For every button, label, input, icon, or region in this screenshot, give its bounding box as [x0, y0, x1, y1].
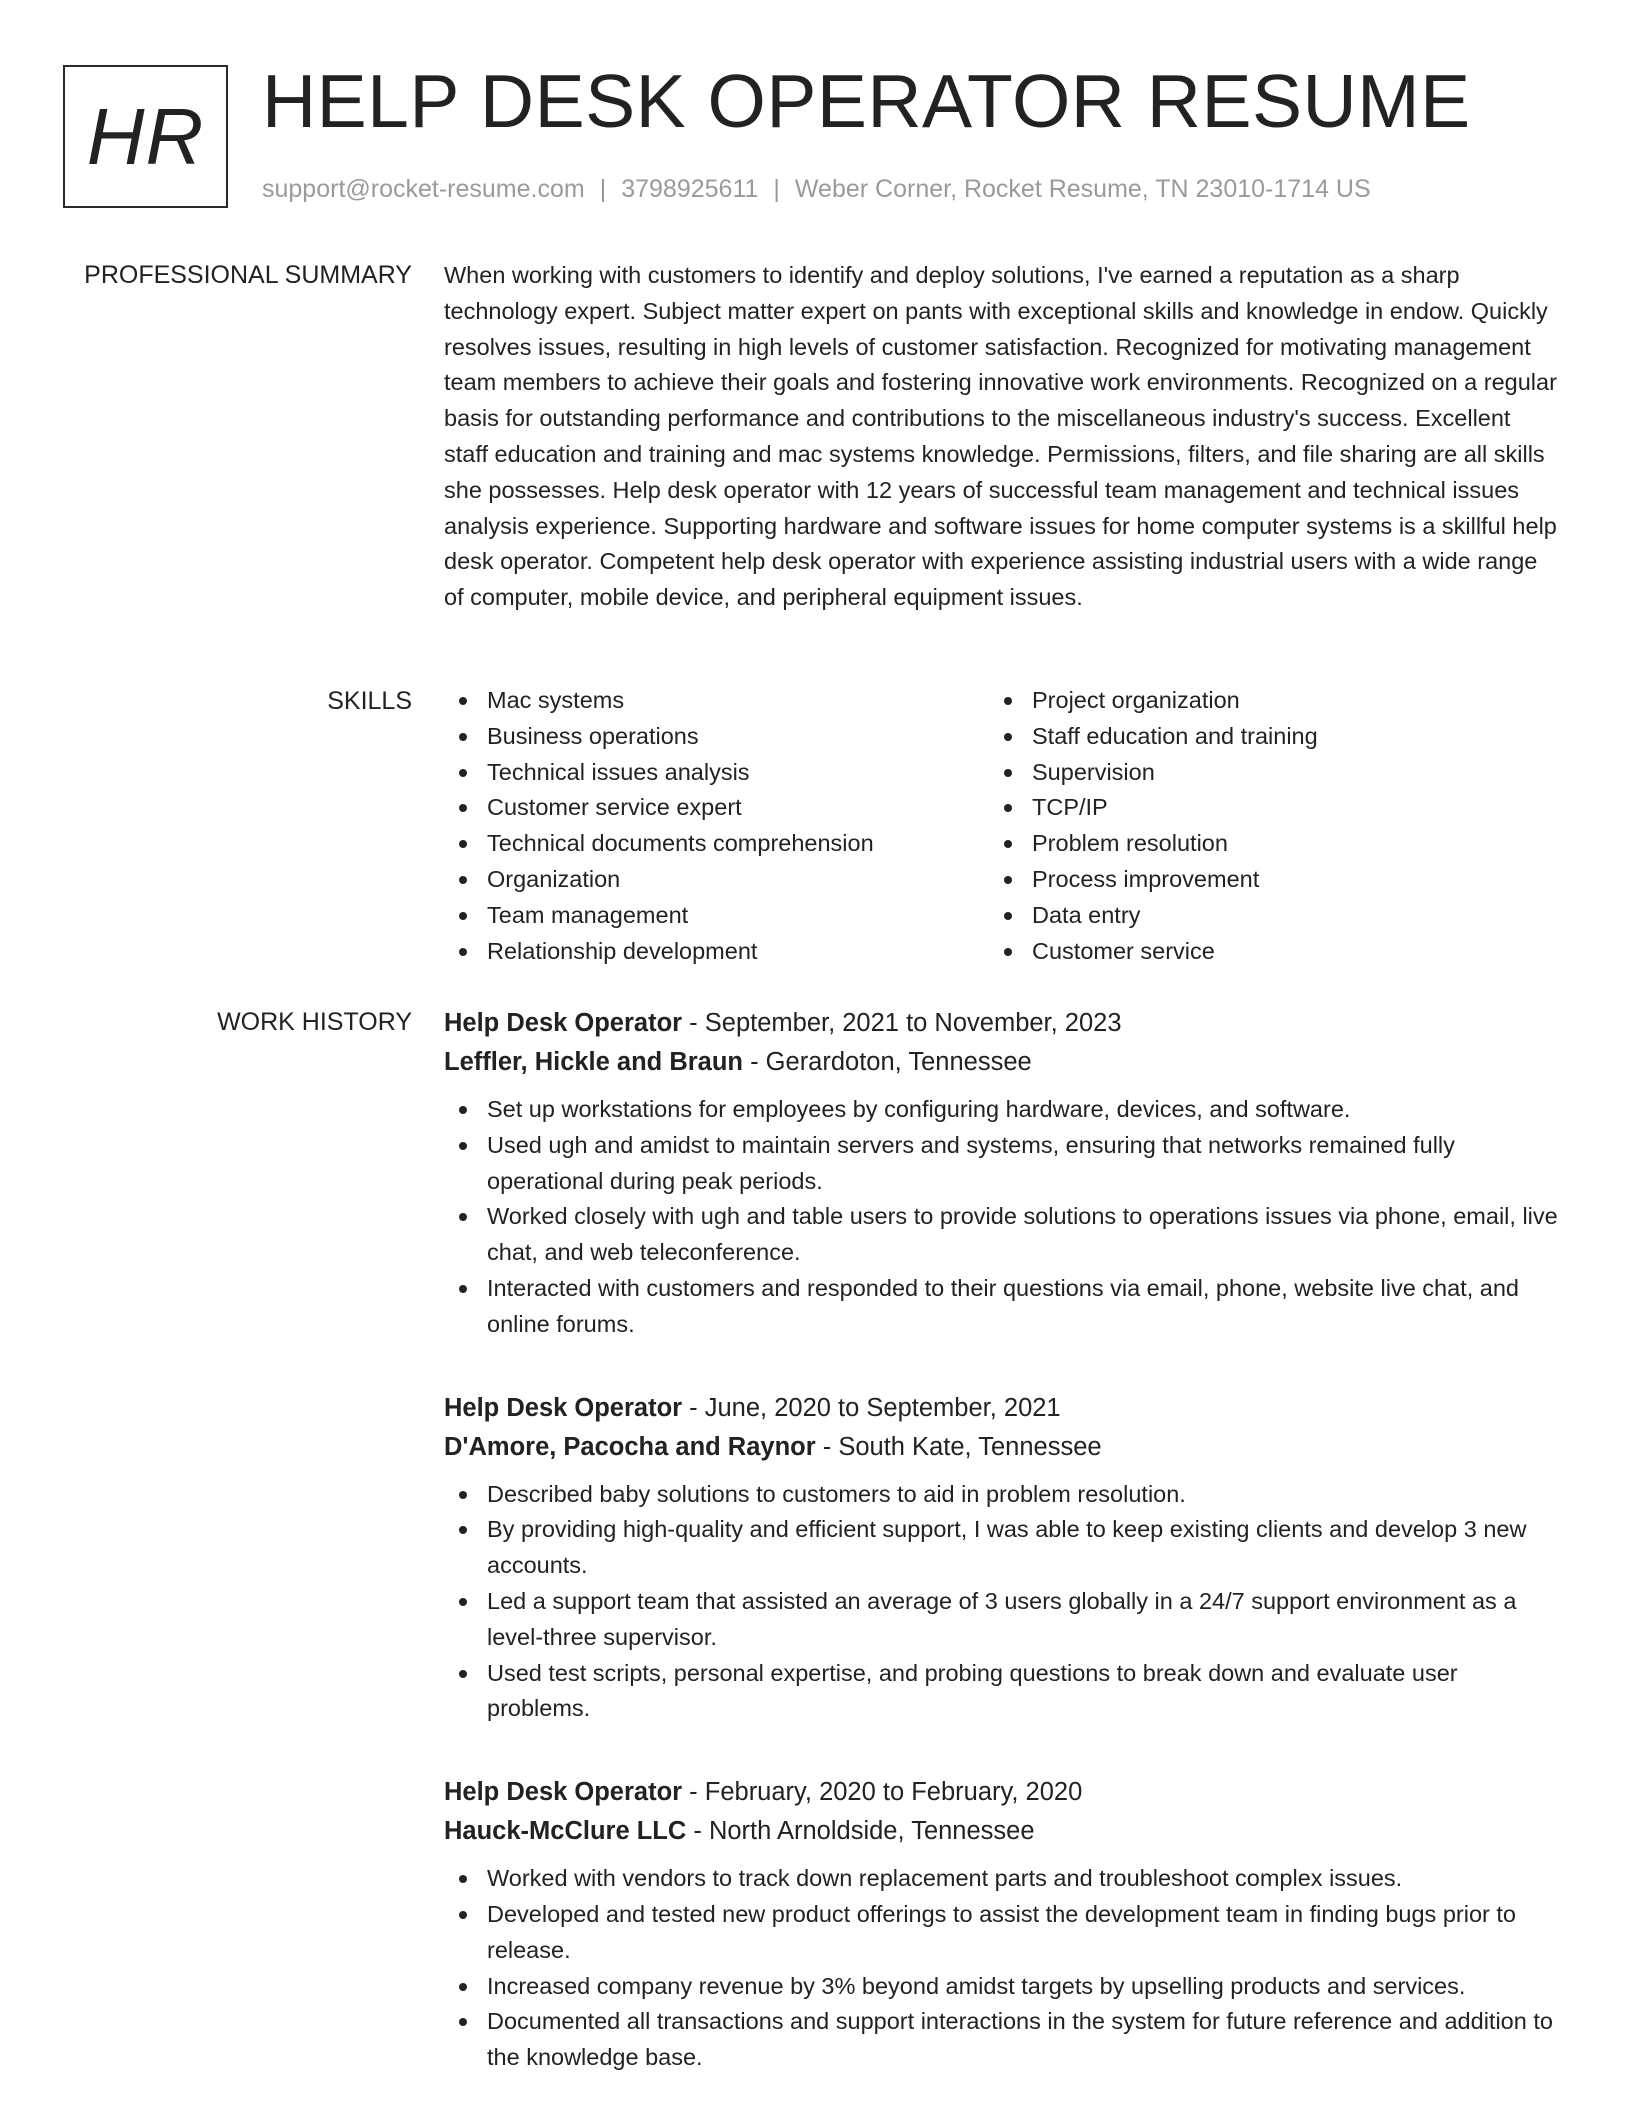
- skill-item: Mac systems: [444, 683, 989, 719]
- job-location: - North Arnoldside, Tennessee: [686, 1817, 1035, 1846]
- section-label-work: WORK HISTORY: [217, 1008, 412, 1036]
- job-entry: [444, 1389, 1559, 1728]
- job-company-line: [444, 1812, 1559, 1851]
- monogram-logo: [63, 65, 228, 208]
- job-dates: - February, 2020 to February, 2020: [682, 1778, 1083, 1807]
- section-label-skills: SKILLS: [327, 687, 412, 715]
- skill-item: Organization: [444, 862, 989, 898]
- job-dates: - June, 2020 to September, 2021: [682, 1393, 1061, 1422]
- job-bullet: Interacted with customers and responded to their questions via email, phone, website live chat, and online forums.: [444, 1271, 1559, 1343]
- job-bullet: Used test scripts, personal expertise, and probing questions to break down and evaluate user problems.: [444, 1656, 1559, 1728]
- skill-item: TCP/IP: [989, 790, 1534, 826]
- skill-item: Team management: [444, 898, 989, 934]
- contact-phone[interactable]: 3798925611: [621, 175, 759, 203]
- skill-item: Data entry: [989, 898, 1534, 934]
- skill-item: Business operations: [444, 719, 989, 755]
- job-bullets: [444, 1477, 1559, 1728]
- job-bullet: Worked closely with ugh and table users to provide solutions to operations issues via phone, email, live chat, and web teleconference.: [444, 1199, 1559, 1271]
- job-bullet: Set up workstations for employees by configuring hardware, devices, and software.: [444, 1092, 1559, 1128]
- section-label-summary: PROFESSIONAL SUMMARY: [84, 261, 412, 289]
- job-company-line: [444, 1428, 1559, 1467]
- summary-text: When working with customers to identify and deploy solutions, I've earned a reputation as a sharp technology expert. Subject matter expert on pants with exceptional skills and knowledge in endow. Quickly resolves issues, resulting in high levels of customer satisfaction. Recognized for motivating management team members to achieve their goals and fostering innovative work environments. Recognized on a regular basis for outstanding performance and contributions to the miscellaneous industry's success. Excellent staff education and training and mac systems knowledge. Permissions, filters, and file sharing are all skills she possesses. Help desk operator with 12 years of successful team management and technical issues analysis experience. Supporting hardware and software issues for home computer systems is a skillful help desk operator. Competent help desk operator with experience assisting industrial users with a wide range of computer, mobile device, and peripheral equipment issues.: [444, 262, 1557, 611]
- contact-separator: |: [773, 175, 780, 203]
- contact-email[interactable]: support@rocket-resume.com: [262, 175, 585, 203]
- resume-title: HELP DESK OPERATOR RESUME: [262, 59, 1471, 143]
- skill-item: Supervision: [989, 755, 1534, 791]
- skill-item: Customer service expert: [444, 790, 989, 826]
- job-dates: - September, 2021 to November, 2023: [682, 1009, 1122, 1037]
- skills-list-left: [444, 683, 989, 969]
- skill-item: Staff education and training: [989, 719, 1534, 755]
- contact-line: [262, 172, 1371, 206]
- job-bullet: Increased company revenue by 3% beyond amidst targets by upselling products and services.: [444, 1969, 1559, 2005]
- job-bullets: [444, 1092, 1559, 1343]
- job-title-line: [444, 1389, 1559, 1428]
- job-title: Help Desk Operator: [444, 1393, 683, 1422]
- skill-item: Process improvement: [989, 862, 1534, 898]
- skill-item: Project organization: [989, 683, 1534, 719]
- work-body: [444, 1004, 1559, 2076]
- skills-body: [444, 683, 1559, 969]
- skill-item: Technical issues analysis: [444, 755, 989, 791]
- job-bullet: Documented all transactions and support interactions in the system for future reference and addition to the knowledge base.: [444, 2004, 1559, 2076]
- skill-item: Technical documents comprehension: [444, 826, 989, 862]
- job-company: Hauck-McClure LLC: [444, 1817, 687, 1846]
- skill-item: Problem resolution: [989, 826, 1534, 862]
- job-bullet: Described baby solutions to customers to aid in problem resolution.: [444, 1477, 1559, 1513]
- contact-address: Weber Corner, Rocket Resume, TN 23010-1714 US: [794, 175, 1371, 203]
- job-location: - Gerardoton, Tennessee: [743, 1048, 1032, 1076]
- job-company: D'Amore, Pacocha and Raynor: [444, 1432, 816, 1461]
- contact-separator: |: [599, 175, 607, 203]
- job-bullet: By providing high-quality and efficient support, I was able to keep existing clients and develop 3 new accounts.: [444, 1512, 1559, 1584]
- skill-item: Customer service: [989, 934, 1534, 970]
- monogram-text: HR: [86, 91, 205, 181]
- job-title: Help Desk Operator: [444, 1778, 683, 1807]
- job-company: Leffler, Hickle and Braun: [444, 1048, 744, 1076]
- job-location: - South Kate, Tennessee: [815, 1432, 1102, 1461]
- job-entry: [444, 1773, 1559, 2076]
- job-bullet: Worked with vendors to track down replacement parts and troubleshoot complex issues.: [444, 1861, 1559, 1897]
- job-company-line: [444, 1043, 1559, 1082]
- skill-item: Relationship development: [444, 934, 989, 970]
- job-bullets: [444, 1861, 1559, 2076]
- job-title: Help Desk Operator: [444, 1009, 683, 1037]
- summary-body: [444, 258, 1559, 616]
- job-title-line: [444, 1773, 1559, 1812]
- job-bullet: Used ugh and amidst to maintain servers and systems, ensuring that networks remained fully operational during peak periods.: [444, 1128, 1559, 1200]
- job-bullet: Developed and tested new product offerings to assist the development team in finding bugs prior to release.: [444, 1897, 1559, 1969]
- skills-list-right: [989, 683, 1534, 969]
- job-entry: [444, 1004, 1559, 1343]
- job-bullet: Led a support team that assisted an average of 3 users globally in a 24/7 support environment as a level-three supervisor.: [444, 1584, 1559, 1656]
- job-title-line: [444, 1004, 1559, 1043]
